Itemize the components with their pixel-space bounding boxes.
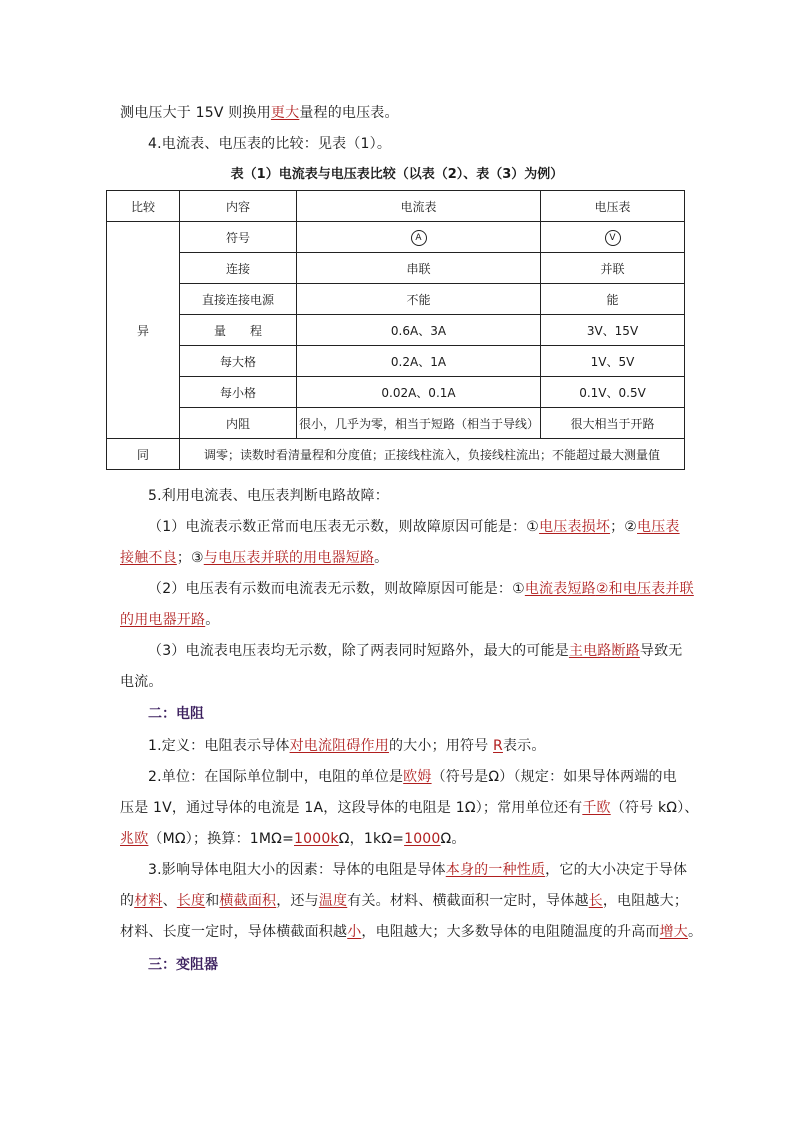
group-same-cell: 同 (107, 439, 180, 470)
voltmeter-cell: 3V、15V (541, 315, 685, 346)
table-row (107, 346, 685, 377)
text: 。 (374, 550, 389, 566)
answer-blank: 更大 (270, 105, 300, 121)
voltmeter-symbol-icon: V (605, 230, 621, 246)
resistance-factor-line2 (120, 891, 688, 911)
answer-blank: 欧姆 (403, 769, 432, 785)
text: 2.单位：在国际单位制中，电阻的单位是 (148, 769, 404, 785)
answer-blank: 兆欧 (120, 831, 149, 847)
text: 的 (120, 893, 135, 909)
resistance-unit-line2 (120, 798, 699, 818)
text: ，还与 (276, 893, 319, 909)
intro-line-2: 4.电流表、电压表的比较：见表（1）。 (148, 136, 392, 152)
ammeter-cell: 0.2A、1A (297, 346, 541, 377)
text: 3.影响导体电阻大小的因素：导体的电阻是导体 (148, 862, 446, 878)
voltmeter-cell: 1V、5V (541, 346, 685, 377)
table-row (107, 408, 685, 439)
text: Ω，1kΩ= (338, 831, 405, 847)
text: 和 (205, 893, 220, 909)
answer-blank: 与电压表并联的用电器短路 (203, 550, 375, 566)
answer-blank: 1000k (294, 831, 339, 847)
text: 。 (205, 612, 220, 628)
table-row (107, 377, 685, 408)
fault-title: 5.利用电流表、电压表判断电路故障： (148, 488, 389, 504)
group-diff-cell: 异 (107, 222, 180, 439)
text: ，它的大小决定于导体 (545, 862, 688, 878)
answer-blank: 横截面积 (219, 893, 277, 909)
answer-blank: 长度 (176, 893, 206, 909)
text: 。 (688, 924, 703, 940)
table-row (107, 253, 685, 284)
resistance-factor-line1 (148, 860, 687, 880)
intro-line-1 (120, 103, 399, 123)
text: （MΩ）；换算：1MΩ= (148, 831, 294, 847)
item-cell: 量 程 (180, 315, 297, 346)
answer-blank: 电压表损坏 (539, 519, 611, 535)
answer-blank: 1000 (404, 831, 441, 847)
intro-text: 测电压大于 15V 则换用 (120, 105, 271, 121)
item-cell: 连接 (180, 253, 297, 284)
ammeter-cell: 串联 (297, 253, 541, 284)
answer-blank: R (493, 738, 503, 754)
answer-blank: 小 (347, 924, 362, 940)
header-cell: 比较 (107, 191, 180, 222)
resistance-definition (148, 736, 546, 756)
header-cell: 电压表 (541, 191, 685, 222)
text: ；② (610, 519, 638, 535)
text: ，电阻越大； (602, 893, 689, 909)
text: 、 (162, 893, 177, 909)
fault-p1-line1 (148, 517, 680, 537)
resistance-unit-line3 (120, 829, 466, 849)
answer-blank: 电压表 (637, 519, 680, 535)
ammeter-symbol-cell (297, 222, 541, 253)
text: （3）电流表电压表均无示数，除了两表同时短路外，最大的可能是 (148, 643, 569, 659)
text: 导致无 (639, 643, 683, 659)
section-heading-resistance: 二：电阻 (148, 706, 204, 722)
answer-blank: 材料 (134, 893, 163, 909)
answer-blank: 对电流阻碍作用 (289, 738, 389, 754)
fault-p3-line1 (148, 641, 683, 661)
voltmeter-cell: 0.1V、0.5V (541, 377, 685, 408)
table-row (107, 315, 685, 346)
intro-text: 量程的电压表。 (299, 105, 399, 121)
answer-blank: 温度 (318, 893, 348, 909)
section-heading-rheostat: 三：变阻器 (148, 957, 218, 973)
table-row (107, 222, 685, 253)
table-title: 表（1）电流表与电压表比较（以表（2）、表（3）为例） (230, 167, 564, 182)
voltmeter-symbol-cell (541, 222, 685, 253)
text: （符号 kΩ）、 (610, 800, 699, 816)
answer-blank: 的用电器开路 (120, 612, 206, 628)
text: （符号是Ω）（规定：如果导体两端的电 (431, 769, 677, 785)
answer-blank: 增大 (659, 924, 689, 940)
item-cell: 每大格 (180, 346, 297, 377)
answer-blank: 本身的一种性质 (445, 862, 546, 878)
answer-blank: 主电路断路 (568, 643, 640, 659)
ammeter-cell: 0.02A、0.1A (297, 377, 541, 408)
text: 表示。 (502, 738, 546, 754)
voltmeter-cell: 很大相当于开路 (541, 408, 685, 439)
fault-p2-line1 (148, 579, 694, 599)
comparison-table (106, 190, 685, 470)
item-cell: 内阻 (180, 408, 297, 439)
answer-blank: ②和电压表并联 (595, 581, 694, 597)
voltmeter-cell: 并联 (541, 253, 685, 284)
text: 1.定义：电阻表示导体 (148, 738, 290, 754)
item-cell: 符号 (180, 222, 297, 253)
text: ，电阻越大；大多数导体的电阻随温度的升高而 (361, 924, 660, 940)
fault-p2-line2 (120, 610, 219, 630)
header-cell: 电流表 (297, 191, 541, 222)
text: 材料、长度一定时，导体横截面积越 (120, 924, 348, 940)
answer-blank: 接触不良 (120, 550, 177, 566)
ammeter-cell: 不能 (297, 284, 541, 315)
same-text-cell: 调零；读数时看清量程和分度值；正接线柱流入，负接线柱流出；不能超过最大测量值 (180, 439, 685, 470)
resistance-unit-line1 (148, 767, 677, 787)
table-header-row (107, 191, 685, 222)
voltmeter-cell: 能 (541, 284, 685, 315)
text: 压是 1V，通过导体的电流是 1A，这段导体的电阻是 1Ω）；常用单位还有 (120, 800, 583, 816)
resistance-factor-line3 (120, 922, 702, 942)
table-row (107, 284, 685, 315)
table-row (107, 439, 685, 470)
ammeter-symbol-icon: A (411, 230, 427, 246)
ammeter-cell: 很小，几乎为零，相当于短路（相当于导线） (297, 408, 541, 439)
answer-blank: 长 (588, 893, 603, 909)
answer-blank: 千欧 (582, 800, 611, 816)
text: 有关。材料、横截面积一定时，导体越 (347, 893, 589, 909)
text: Ω。 (440, 831, 466, 847)
text: ；③ (176, 550, 204, 566)
header-cell: 内容 (180, 191, 297, 222)
text: （2）电压表有示数而电流表无示数，则故障原因可能是：① (148, 581, 525, 597)
fault-p1-line2 (120, 548, 388, 568)
answer-blank: 电流表短路 (524, 581, 596, 597)
ammeter-cell: 0.6A、3A (297, 315, 541, 346)
item-cell: 直接连接电源 (180, 284, 297, 315)
text: 的大小；用符号 (388, 738, 494, 754)
item-cell: 每小格 (180, 377, 297, 408)
text: （1）电流表示数正常而电压表无示数，则故障原因可能是：① (148, 519, 540, 535)
fault-p3-line2: 电流。 (120, 674, 163, 690)
